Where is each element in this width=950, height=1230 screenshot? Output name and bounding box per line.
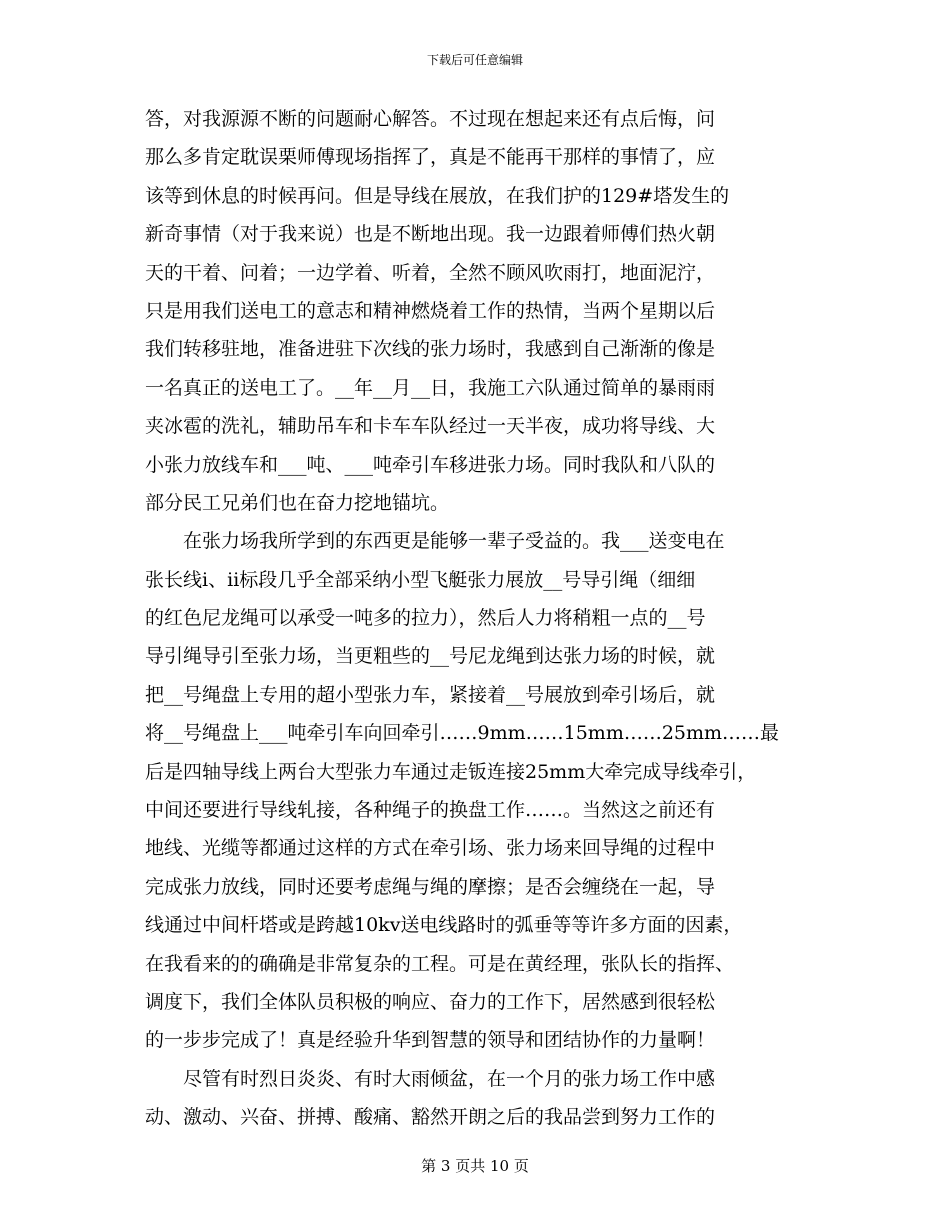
body-text [145,100,815,1137]
text-line: 线通过中间杆塔或是跨越10kv送电线路时的弧垂等等许多方面的因素， [145,914,743,937]
text-line: 答，对我源源不断的问题耐心解答。不过现在想起来还有点后悔，问 [145,108,716,130]
text-line: 将__号绳盘上___吨牵引车向回牵引……9mm……15mm……25mm……最 [145,722,780,745]
text-line: 后是四轴导线上两台大型张力车通过走钣连接25mm大牵完成导线牵引， [145,760,757,783]
text-line: 新奇事情（对于我来说）也是不断地出现。我一边跟着师傅们热火朝 [145,223,716,246]
text-line: 只是用我们送电工的意志和精神燃烧着工作的热情，当两个星期以后 [145,299,716,322]
text-line: 完成张力放线，同时还要考虑绳与绳的摩擦；是否会缠绕在一起，导 [145,875,716,898]
text-line: 张长线ⅰ、ⅱ标段几乎全部采纳小型飞艇张力展放__号导引绳（细细 [145,568,696,591]
page-header: 下载后可任意编辑 [426,53,523,67]
text-line: 我们转移驻地，准备进驻下次线的张力场时，我感到自己渐渐的像是 [145,338,716,361]
text-line: 部分民工兄弟们也在奋力挖地锚坑。 [145,491,450,514]
text-line: 在我看来的的确确是非常复杂的工程。可是在黄经理，张队长的指挥、 [145,952,735,975]
text-line: 中间还要进行导线轧接，各种绳子的换盘工作……。当然这之前还有 [145,799,716,822]
text-line: 那么多肯定耽误栗师傅现场指挥了，真是不能再干那样的事情了，应 [145,146,716,169]
text-line: 天的干着、问着；一边学着、听着，全然不顾风吹雨打，地面泥泞， [145,261,716,284]
text-line: 在张力场我所学到的东西更是能够一辈子受益的。我___送变电在 [145,530,725,553]
text-line: 小张力放线车和___吨、___吨牵引车移进张力场。同时我队和八队的 [145,453,716,476]
text-line: 调度下，我们全体队员积极的响应、奋力的工作下，居然感到很轻松 [145,990,716,1013]
page-footer: 第 3 页共 10 页 [421,1157,529,1175]
text-line: 地线、光缆等都通过这样的方式在牵引场、张力场来回导绳的过程中 [145,837,716,860]
text-line: 的红色尼龙绳可以承受一吨多的拉力），然后人力将稍粗一点的__号 [145,607,706,630]
text-line: 导引绳导引至张力场，当更粗些的__号尼龙绳到达张力场的时候，就 [145,645,716,668]
text-line: 的一步步完成了！真是经验升华到智慧的领导和团结协作的力量啊！ [145,1029,716,1052]
text-line: 一名真正的送电工了。__年__月__日，我施工六队通过简单的暴雨雨 [145,376,716,399]
text-line: 把__号绳盘上专用的超小型张力车，紧接着__号展放到牵引场后，就 [145,683,716,706]
text-line: 尽管有时烈日炎炎、有时大雨倾盆，在一个月的张力场工作中感 [145,1067,716,1090]
text-line: 该等到休息的时候再问。但是导线在展放，在我们护的129#塔发生的 [145,184,730,207]
text-line: 夹冰雹的洗礼，辅助吊车和卡车车队经过一天半夜，成功将导线、大 [145,415,716,438]
text-line: 动、激动、兴奋、拼搏、酸痛、豁然开朗之后的我品尝到努力工作的 [145,1106,716,1129]
